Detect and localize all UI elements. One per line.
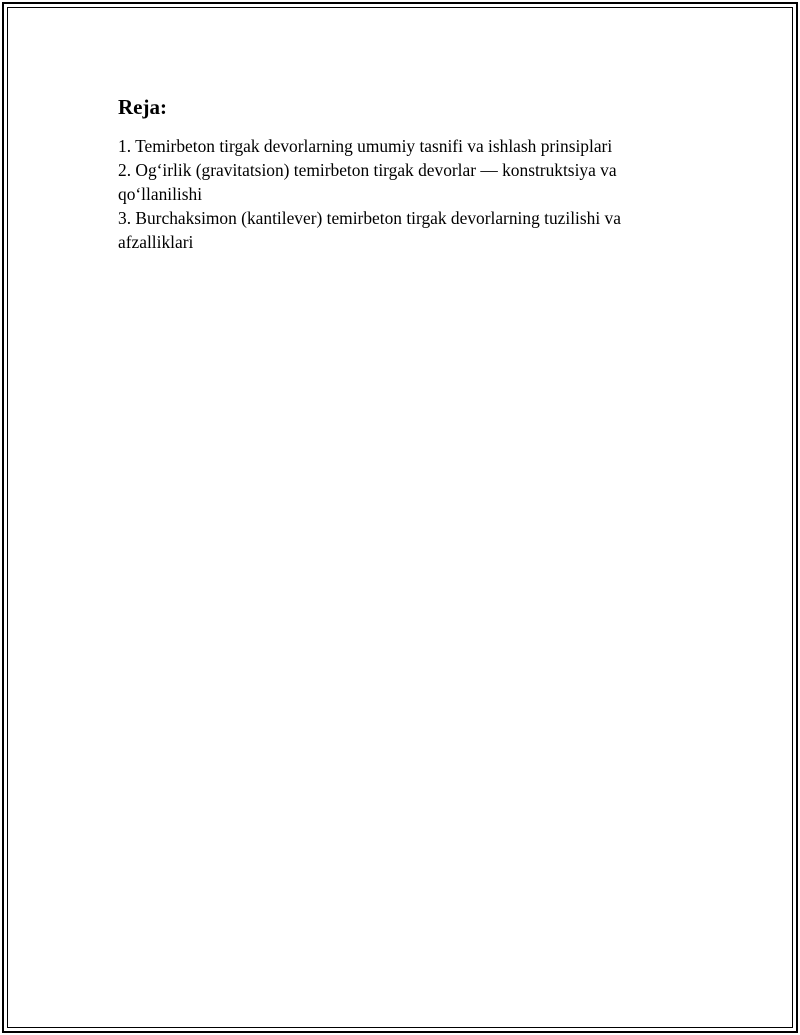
plan-item-1: 1. Temirbeton tirgak devorlarning umumiy tasnifi va ishlash prinsiplari [118, 136, 613, 156]
plan-list [118, 134, 678, 254]
plan-heading: Reja: [118, 95, 167, 119]
document-body [118, 94, 678, 254]
plan-item-3: 3. Burchaksimon (kantilever) temirbeton tirgak devorlarning tuzilishi va afzalliklari [118, 208, 621, 252]
plan-item-2: 2. Og‘irlik (gravitatsion) temirbeton tirgak devorlar — konstruktsiya va qo‘llanilishi [118, 160, 617, 204]
